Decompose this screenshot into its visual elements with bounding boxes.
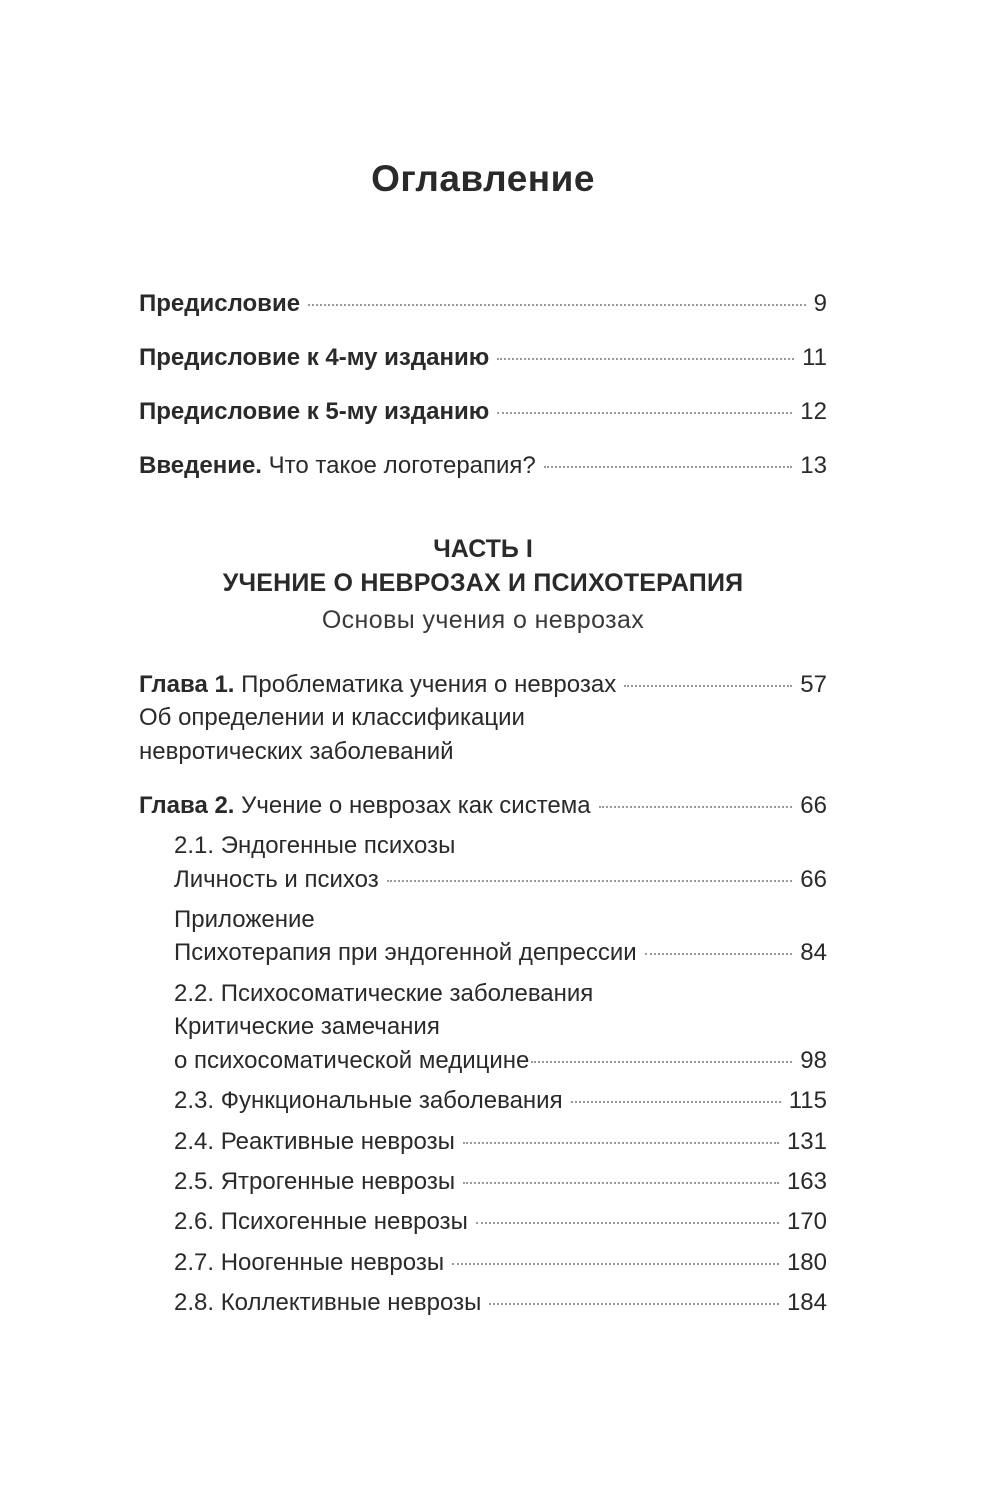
toc-entry-section-2-8[interactable] xyxy=(174,1288,827,1318)
part-title: УЧЕНИЕ О НЕВРОЗАХ И ПСИХОТЕРАПИЯ xyxy=(222,569,744,597)
dot-leader xyxy=(497,412,792,414)
entry-bold-label: Предисловие xyxy=(139,290,301,317)
dot-leader xyxy=(489,1303,779,1305)
entry-bold-label: Введение. xyxy=(139,452,262,479)
toc-entry-section-2-6[interactable] xyxy=(174,1207,827,1237)
toc-entry-section-2-7[interactable] xyxy=(174,1248,827,1278)
page-number: 170 xyxy=(786,1208,827,1235)
entry-label: Психотерапия при эндогенной депрессии xyxy=(174,939,637,966)
section-2-2-title: 2.2. Психосоматические заболевания xyxy=(174,980,594,1007)
entry-label: Учение о неврозах как система xyxy=(234,792,591,819)
part-subtitle: Основы учения о неврозах xyxy=(321,606,645,634)
toc-entry-preface-5th[interactable] xyxy=(139,397,827,427)
dot-leader xyxy=(463,1142,779,1144)
toc-entry-section-2-2[interactable] xyxy=(174,1046,827,1076)
entry-label: Личность и психоз xyxy=(174,866,379,893)
section-2-1-title: 2.1. Эндогенные психозы xyxy=(174,832,456,859)
page-number: 66 xyxy=(800,866,827,893)
entry-label: 2.6. Психогенные неврозы xyxy=(174,1208,468,1235)
page-number: 180 xyxy=(786,1249,827,1276)
toc-entry-introduction[interactable] xyxy=(139,451,827,481)
page-title: Оглавление xyxy=(371,158,595,199)
entry-label: 2.4. Реактивные неврозы xyxy=(174,1128,455,1155)
entry-label: Проблематика учения о неврозах xyxy=(234,671,617,698)
dot-leader xyxy=(308,304,806,306)
dot-leader xyxy=(463,1182,779,1184)
entry-bold-label: Предисловие к 5-му изданию xyxy=(139,398,490,425)
toc-entry-section-2-5[interactable] xyxy=(174,1167,827,1197)
dot-leader xyxy=(531,1061,792,1063)
part-number: ЧАСТЬ I xyxy=(433,535,533,563)
dot-leader xyxy=(497,358,794,360)
entry-label: 2.7. Ноогенные неврозы xyxy=(174,1249,445,1276)
page-number: 9 xyxy=(813,290,827,317)
page-number: 66 xyxy=(800,792,827,819)
entry-label: Что такое логотерапия? xyxy=(261,452,536,479)
entry-bold-label: Глава 2. xyxy=(139,792,235,819)
entry-label: о психосоматической медицине xyxy=(174,1047,530,1074)
page-number: 13 xyxy=(800,452,827,479)
page-number: 84 xyxy=(800,939,827,966)
page-number: 57 xyxy=(800,671,827,698)
entry-bold-label: Предисловие к 4-му изданию xyxy=(139,344,490,371)
entry-label: 2.5. Ятрогенные неврозы xyxy=(174,1168,456,1195)
dot-leader xyxy=(624,685,792,687)
page-number: 163 xyxy=(786,1168,827,1195)
dot-leader xyxy=(387,880,793,882)
entry-label: 2.3. Функциональные заболевания xyxy=(174,1087,563,1114)
chapter-1-subtitle-line-2: невротических заболеваний xyxy=(139,738,454,765)
entry-bold-label: Глава 1. xyxy=(139,671,235,698)
entry-label: 2.8. Коллективные неврозы xyxy=(174,1289,482,1316)
toc-entry-section-2-1[interactable] xyxy=(174,865,827,895)
dot-leader xyxy=(476,1222,779,1224)
toc-entry-preface-4th[interactable] xyxy=(139,343,827,373)
dot-leader xyxy=(571,1101,781,1103)
toc-entry-preface[interactable] xyxy=(139,289,827,319)
dot-leader xyxy=(544,466,793,468)
toc-entry-chapter-2[interactable] xyxy=(139,791,827,821)
page-number: 98 xyxy=(800,1047,827,1074)
appendix-title: Приложение xyxy=(174,906,315,933)
toc-entry-appendix[interactable] xyxy=(174,938,827,968)
page-number: 184 xyxy=(786,1289,827,1316)
dot-leader xyxy=(599,806,793,808)
section-2-2-subtitle-line-1: Критические замечания xyxy=(174,1013,440,1040)
page-number: 131 xyxy=(786,1128,827,1155)
page-number: 11 xyxy=(802,344,827,371)
dot-leader xyxy=(452,1263,779,1265)
page-number: 12 xyxy=(800,398,827,425)
page-number: 115 xyxy=(788,1087,827,1114)
toc-entry-section-2-4[interactable] xyxy=(174,1127,827,1157)
toc-entry-section-2-3[interactable] xyxy=(174,1086,827,1116)
dot-leader xyxy=(645,953,793,955)
chapter-1-subtitle-line-1: Об определении и классификации xyxy=(139,704,525,731)
toc-entry-chapter-1[interactable] xyxy=(139,670,827,700)
